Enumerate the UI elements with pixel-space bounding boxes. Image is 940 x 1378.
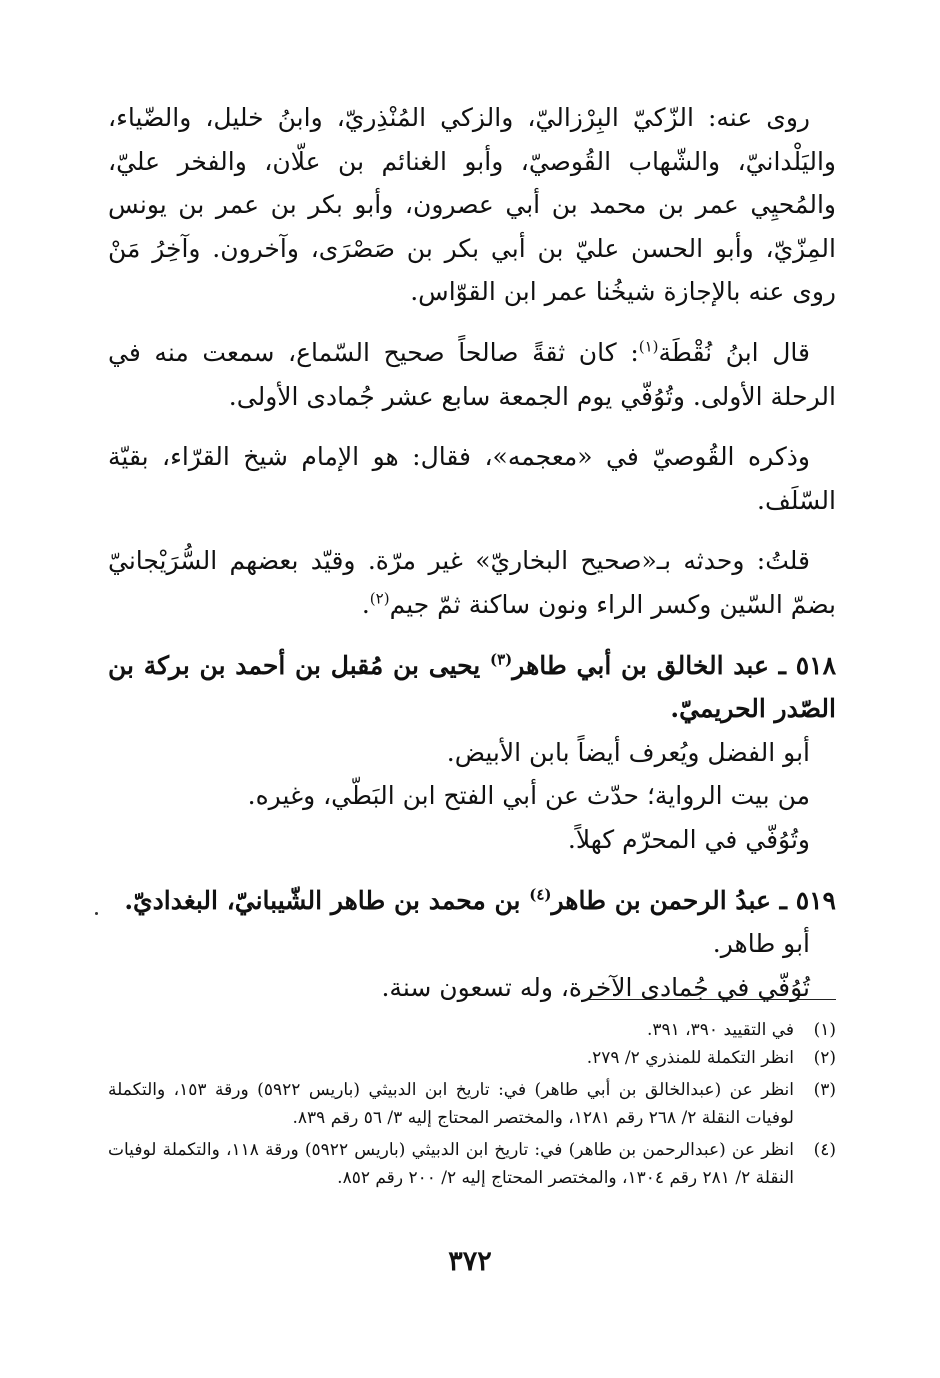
footnote-2: [108, 1044, 836, 1072]
entry-518-line: من بيت الرواية؛ حدّث عن أبي الفتح ابن البَطّي، وغيره.: [247, 781, 810, 811]
text-segment: قلتُ: وحدثه بـ«صحيح البخاريّ» غير مرّة. وقيّد بعضهم السُّرَيْجانيّ بضمّ السّين وكسر الراء ونون ساكنة ثمّ جيم: [108, 546, 836, 619]
entry-519-line: تُوُفّي في جُمادى الآخرة، وله تسعون سنة.: [381, 972, 810, 1002]
footnote-text: انظر التكملة للمنذري ٢/ ٢٧٩.: [586, 1048, 794, 1068]
entry-name-rest: بن محمد بن طاهر الشّيبانيّ، البغداديّ.: [124, 885, 530, 915]
entry-heading-519: [108, 879, 836, 923]
footnote-number: (١): [813, 1020, 836, 1040]
text-segment: : كان ثقةً صالحاً صحيح السّماع، سمعت منه في الرحلة الأولى. وتُوُفّي يوم الجمعة سابع عشر جُمادى الأولى.: [108, 337, 836, 411]
footnote-ref-1[interactable]: (١): [638, 337, 659, 356]
footnotes: [108, 1016, 836, 1192]
paragraph-qultu: [108, 539, 836, 626]
entry-heading-518: [108, 644, 836, 731]
entry-518-line: أبو الفضل ويُعرف أيضاً بابن الأبيض.: [446, 737, 810, 767]
paragraph-ibn-nuqta: [108, 331, 836, 418]
entry-name-rest: يحيى بن مُقبل بن أحمد بن بركة بن الصّدر الحريميّ.: [108, 650, 836, 724]
entry-519-line: أبو طاهر.: [712, 929, 810, 959]
footnote-ref-4[interactable]: (٤): [529, 885, 552, 904]
footnote-text: انظر عن (عبدالخالق بن أبي طاهر) في: تاريخ ابن الدبيثي (باريس ٥٩٢٢) ورقة ١٥٣، والتكملة لوفيات النقلة ٢/ ٢٦٨ رقم ١٢٨١، والمختصر المحتاج إليه ٣/ ٥٦ رقم ٨٣٩.: [108, 1080, 795, 1128]
footnote-ref-2[interactable]: (٢): [369, 589, 390, 608]
print-speck: [95, 912, 98, 915]
entry-name: ٥١٨ ـ عبد الخالق بن أبي طاهر: [512, 650, 837, 680]
entry-518-line: وتُوُفّي في المحرّم كهلاً.: [567, 824, 810, 854]
footnote-number: (٣): [813, 1080, 836, 1100]
main-text: [108, 96, 836, 1009]
footnote-text: في التقييد ٣٩٠، ٣٩١.: [646, 1020, 794, 1040]
paragraph-qusi: وذكره القُوصيّ في «معجمه»، فقال: هو الإمام شيخ القرّاء، بقيّة السّلَف.: [108, 442, 836, 515]
footnote-number: (٤): [813, 1140, 836, 1160]
footnote-4: [108, 1136, 836, 1192]
footnote-separator: [586, 999, 836, 1000]
footnote-text: انظر عن (عبدالرحمن بن طاهر) في: تاريخ ابن الدبيثي (باريس ٥٩٢٢) ورقة ١١٨، والتكملة لوفيات النقلة ٢/ ٢٨١ رقم ١٣٠٤، والمختصر المحتاج إليه ٢/ ٢٠٠ رقم ٨٥٢.: [108, 1140, 794, 1188]
text-segment: قال ابنُ نُقْطَة: [658, 337, 810, 367]
footnote-3: [108, 1076, 836, 1132]
page-number: ٣٧٢: [448, 1246, 492, 1277]
footnote-number: (٢): [813, 1048, 836, 1068]
footnote-ref-3[interactable]: (٣): [490, 650, 513, 669]
paragraph-narrators: روى عنه: الزّكيّ البِرْزاليّ، والزكي المُنْذِريّ، وابنُ خليل، والضّياء، واليَلْدانيّ، والشّهاب القُوصيّ، وأبو الغنائم بن علّان، والفخر عليّ، والمُحيِي عمر بن محمد بن أبي عصرون، وأبو بكر بن عمر بن يونس المِزّيّ، وأبو الحسن عليّ بن أبي بكر بن صَصْرَى، وآخرون. وآخِرُ مَنْ روى عنه بالإجازة شيخُنا عمر ابن القوّاس.: [108, 103, 836, 307]
footnote-1: [108, 1016, 836, 1044]
text-segment: .: [361, 589, 370, 619]
entry-name: ٥١٩ ـ عبدُ الرحمن بن طاهر: [551, 885, 836, 915]
